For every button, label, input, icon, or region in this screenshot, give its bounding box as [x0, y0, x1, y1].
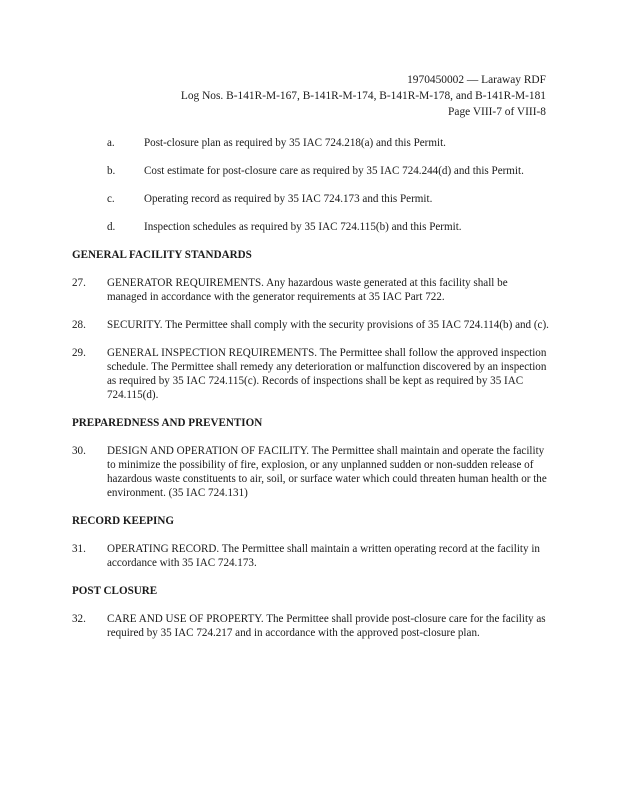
- list-item: [72, 164, 550, 178]
- list-item-text: Operating record as required by 35 IAC 724.173 and this Permit.: [144, 193, 433, 205]
- list-item: [72, 192, 550, 206]
- paragraph-number: 28.: [72, 319, 86, 331]
- list-item: [72, 136, 550, 150]
- section-heading-post-closure: POST CLOSURE: [72, 585, 158, 597]
- paragraph-text: CARE AND USE OF PROPERTY. The Permittee shall provide post-closure care for the facility as required by 35 IAC 724.217 and in accordance with the approved post-closure plan.: [107, 613, 546, 639]
- paragraph-number: 31.: [72, 543, 86, 555]
- list-item-text: Post-closure plan as required by 35 IAC 724.218(a) and this Permit.: [144, 137, 446, 149]
- paragraph-text: GENERAL INSPECTION REQUIREMENTS. The Permittee shall follow the approved inspection schedule. The Permittee shall remedy any deterioration or malfunction discovered by an inspection as required by 35 IAC 724.115(c). Records of inspections shall be kept as required by 35 IAC 724.115(d).: [107, 347, 547, 401]
- section-heading-general: GENERAL FACILITY STANDARDS: [72, 249, 252, 261]
- paragraph-number: 29.: [72, 347, 86, 359]
- list-item-text: Cost estimate for post-closure care as required by 35 IAC 724.244(d) and this Permit.: [144, 165, 524, 177]
- paragraph-number: 27.: [72, 277, 86, 289]
- paragraph-30: [72, 444, 550, 500]
- paragraph-number: 32.: [72, 613, 86, 625]
- paragraph-number: 30.: [72, 445, 86, 457]
- paragraph-text: SECURITY. The Permittee shall comply with the security provisions of 35 IAC 724.114(b) and (c).: [107, 319, 549, 331]
- section-heading-record-keeping: RECORD KEEPING: [72, 515, 175, 527]
- list-item: [72, 220, 550, 234]
- paragraph-27: [72, 276, 550, 304]
- list-item-label: c.: [107, 193, 115, 205]
- paragraph-28: [72, 318, 550, 332]
- list-item-label: b.: [107, 165, 116, 177]
- paragraph-31: [72, 542, 550, 570]
- section-heading-preparedness: PREPAREDNESS AND PREVENTION: [72, 417, 263, 429]
- list-item-label: d.: [107, 221, 116, 233]
- list-item-label: a.: [107, 137, 115, 149]
- paragraph-32: [72, 612, 550, 640]
- page-header: [181, 72, 546, 120]
- paragraph-text: GENERATOR REQUIREMENTS. Any hazardous waste generated at this facility shall be managed in accordance with the generator requirements at 35 IAC Part 722.: [107, 277, 508, 303]
- paragraph-text: OPERATING RECORD. The Permittee shall maintain a written operating record at the facility in accordance with 35 IAC 724.173.: [107, 543, 540, 569]
- paragraph-text: DESIGN AND OPERATION OF FACILITY. The Permittee shall maintain and operate the facility to minimize the possibility of fire, explosion, or any unplanned sudden or non-sudden release of hazardous waste constituents to air, soil, or surface water which could threaten human health or the environment. (35 IAC 724.131): [107, 445, 547, 499]
- document-body: [72, 136, 550, 654]
- header-page-number: Page VIII-7 of VIII-8: [448, 106, 546, 118]
- paragraph-29: [72, 346, 550, 402]
- header-facility-id: 1970450002 — Laraway RDF: [407, 74, 546, 86]
- header-log-numbers: Log Nos. B-141R-M-167, B-141R-M-174, B-141R-M-178, and B-141R-M-181: [180, 90, 546, 102]
- list-item-text: Inspection schedules as required by 35 IAC 724.115(b) and this Permit.: [144, 221, 462, 233]
